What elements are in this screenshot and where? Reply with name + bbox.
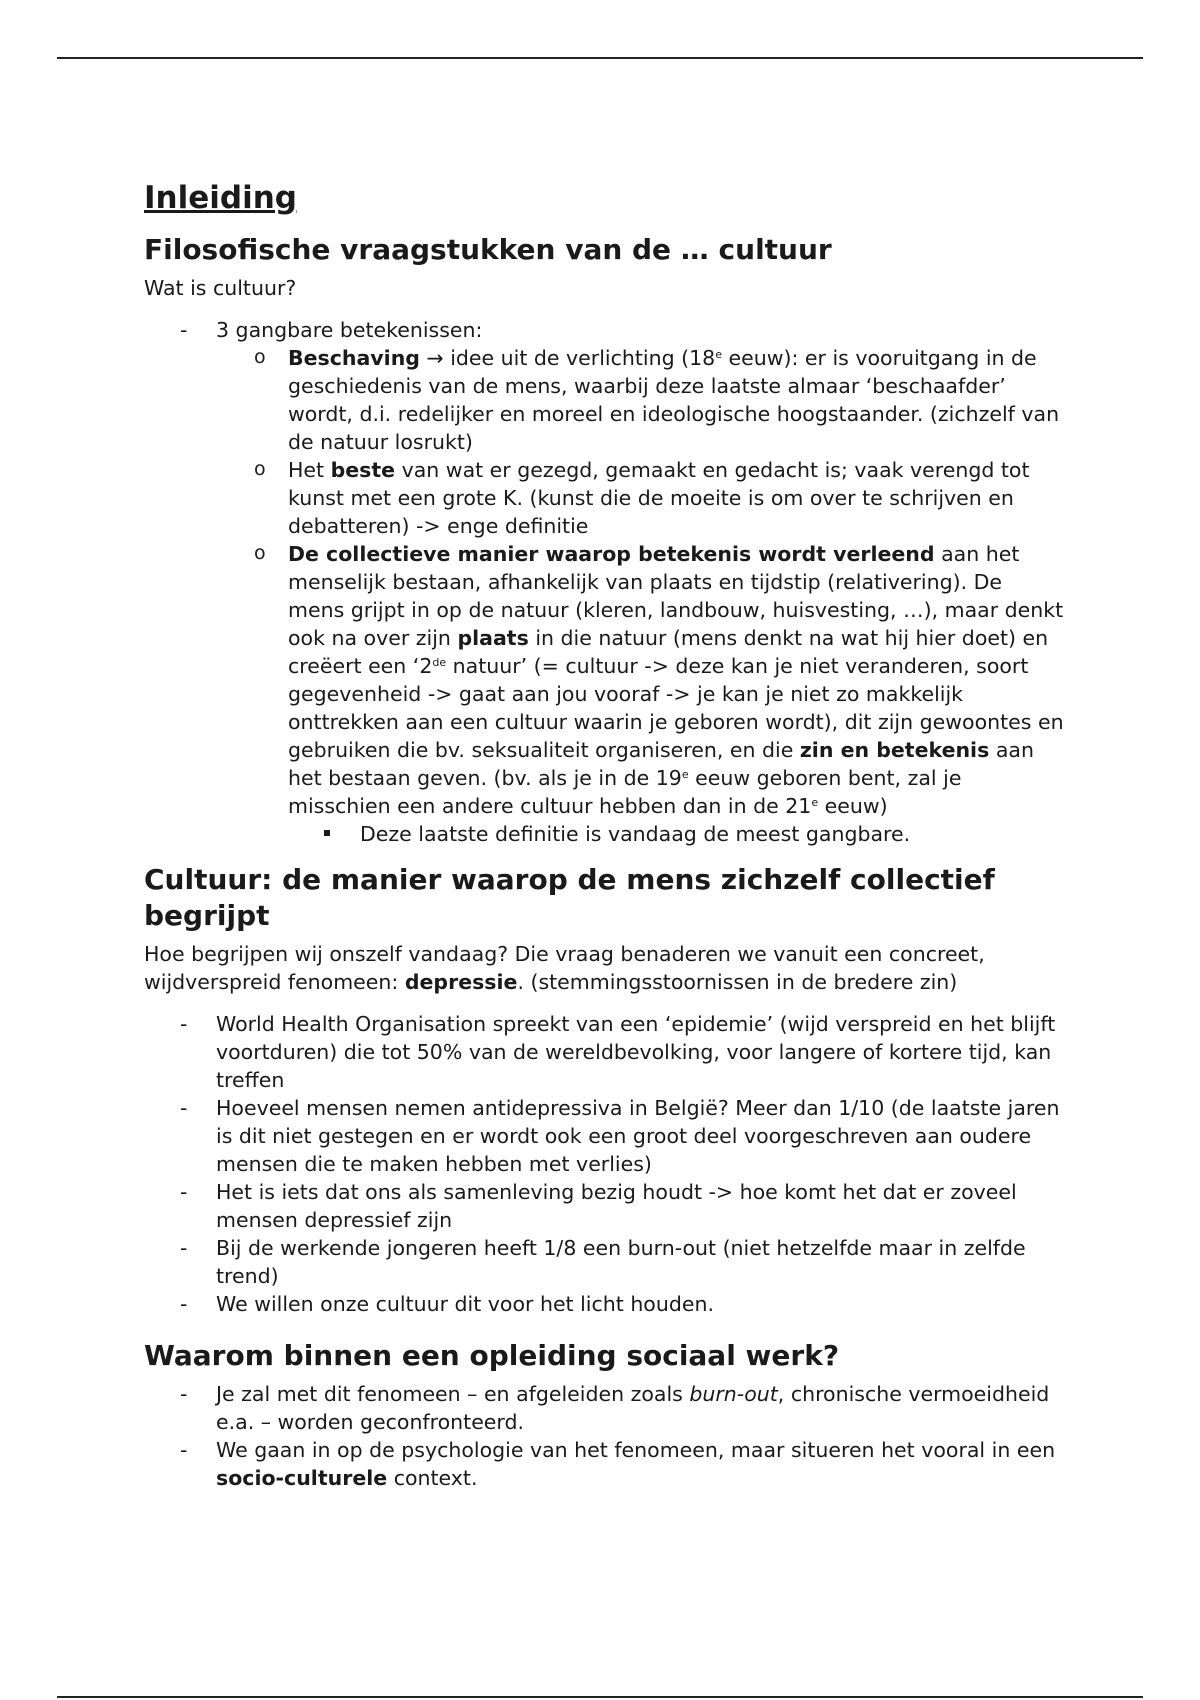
list-item: - We gaan in op de psychologie van het fenomeen, maar situeren het vooral in een socio-culturele context. xyxy=(180,1438,1056,1490)
social-work-list xyxy=(144,1380,1064,1492)
header-rule xyxy=(57,57,1143,59)
definition-item-beste: o Het beste van wat er gezegd, gemaakt en gedacht is; vaak verengd tot kunst met een grote K. (kunst die de moeite is om over te schrijven en debatteren) -> enge definitie xyxy=(216,456,1064,540)
square-bullet-icon xyxy=(324,830,330,836)
dash-bullet: - xyxy=(180,1382,188,1406)
list-item: - 3 gangbare betekenissen: o Beschaving → idee uit de verlichting (18e eeuw): er is vooruitgang in de geschiedenis van de mens, waarbij deze laatste almaar ‘beschaafder’ wordt, d.i. redelijker en moreel en ideologische hoogstaander. (zichzelf van de natuur losrukt) o Het beste van wat er gezegd, gemaakt en gedacht is; vaak verengd tot kunst met een grote K. (kunst die de moeite is om over te schrijven en debatteren) -> enge definitie o De collectieve manier waarop betekenis wordt verleend aan het menselijk bestaan, afhankelijk van plaats en tijdstip (relativering). De mens grijpt in op de natuur (kleren, landbouw, huisvesting, …), maar denkt ook na over zijn plaats in die natuur (mens denkt na wat hij hier doet) en creëert een ‘2de natuur’ (= cultuur -> deze kan je niet veranderen, soort gegevenheid -> gaat aan jou vooraf -> je kan je niet zo makkelijk onttrekken aan een cultuur waarin je geboren wordt), dit zijn gewoontes en gebruiken die bv. seksualiteit organiseren, en die zin en betekenis aan het bestaan geven. (bv. als je in de 19e eeuw geboren bent, zal je misschien een andere cultuur hebben dan in de 21e eeuw) Deze laatste definitie is vandaag de meest gangbare. xyxy=(180,318,1064,846)
depression-facts-list xyxy=(144,1010,1064,1318)
sub-definitions-list xyxy=(288,820,1064,848)
page-title: Inleiding xyxy=(144,180,297,216)
footer-rule xyxy=(57,1696,1143,1698)
dash-bullet: - xyxy=(180,1180,188,1204)
list-item: - Je zal met dit fenomeen – en afgeleiden zoals burn-out, chronische vermoeidheid e.a. – worden geconfronteerd. xyxy=(180,1382,1050,1434)
dash-bullet: - xyxy=(180,1236,188,1260)
meanings-list xyxy=(144,316,1064,848)
arrow-icon: → xyxy=(426,346,444,370)
paragraph-depressie: Hoe begrijpen wij onszelf vandaag? Die vraag benaderen we vanuit een concreet, wijdverspreid fenomeen: depressie. (stemmingsstoornissen in de bredere zin) xyxy=(144,942,985,994)
list-item: - Het is iets dat ons als samenleving bezig houdt -> hoe komt het dat er zoveel mensen depressief zijn xyxy=(180,1180,1017,1232)
definitions-list xyxy=(216,344,1064,848)
list-item: - World Health Organisation spreekt van een ‘epidemie’ (wijd verspreid en het blijft voortduren) die tot 50% van de wereldbevolking, voor langere of kortere tijd, kan treffen xyxy=(180,1012,1056,1092)
dash-bullet: - xyxy=(180,1438,188,1462)
section-heading-cultuur: Cultuur: de manier waarop de mens zichzelf collectief begrijpt xyxy=(144,863,995,932)
list-item: - We willen onze cultuur dit voor het licht houden. xyxy=(180,1292,714,1316)
circle-bullet: o xyxy=(254,458,266,480)
document-body xyxy=(144,178,1064,1506)
list-item: Deze laatste definitie is vandaag de meest gangbare. xyxy=(288,820,1064,848)
circle-bullet: o xyxy=(254,542,266,564)
dash-bullet: - xyxy=(180,1292,188,1316)
dash-bullet: - xyxy=(180,318,188,342)
list-item: - Hoeveel mensen nemen antidepressiva in België? Meer dan 1/10 (de laatste jaren is dit niet gestegen en er wordt ook een groot deel voorgeschreven aan oudere mensen die te maken hebben met verlies) xyxy=(180,1096,1060,1176)
section-heading-filosofische: Filosofische vraagstukken van de … cultuur xyxy=(144,233,832,266)
section-heading-waarom: Waarom binnen een opleiding sociaal werk? xyxy=(144,1339,840,1372)
intro-question: Wat is cultuur? xyxy=(144,276,297,300)
definition-item-beschaving: o Beschaving → idee uit de verlichting (18e eeuw): er is vooruitgang in de geschiedenis van de mens, waarbij deze laatste almaar ‘beschaafder’ wordt, d.i. redelijker en moreel en ideologische hoogstaander. (zichzelf van de natuur losrukt) xyxy=(216,344,1064,456)
dash-bullet: - xyxy=(180,1012,188,1036)
definition-item-collectief: o De collectieve manier waarop betekenis wordt verleend aan het menselijk bestaan, afhankelijk van plaats en tijdstip (relativering). De mens grijpt in op de natuur (kleren, landbouw, huisvesting, …), maar denkt ook na over zijn plaats in die natuur (mens denkt na wat hij hier doet) en creëert een ‘2de natuur’ (= cultuur -> deze kan je niet veranderen, soort gegevenheid -> gaat aan jou vooraf -> je kan je niet zo makkelijk onttrekken aan een cultuur waarin je geboren wordt), dit zijn gewoontes en gebruiken die bv. seksualiteit organiseren, en die zin en betekenis aan het bestaan geven. (bv. als je in de 19e eeuw geboren bent, zal je misschien een andere cultuur hebben dan in de 21e eeuw) Deze laatste definitie is vandaag de meest gangbare. xyxy=(216,540,1064,848)
dash-bullet: - xyxy=(180,1096,188,1120)
circle-bullet: o xyxy=(254,346,266,368)
list-item: - Bij de werkende jongeren heeft 1/8 een burn-out (niet hetzelfde maar in zelfde trend) xyxy=(180,1236,1026,1288)
